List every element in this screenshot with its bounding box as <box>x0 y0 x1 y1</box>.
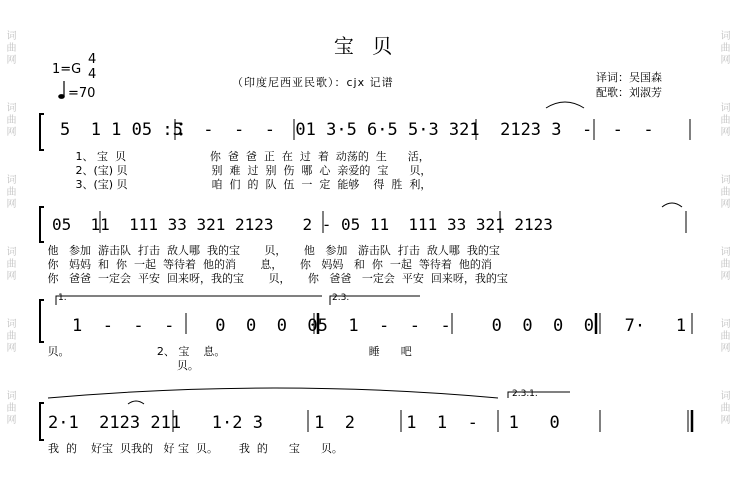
time-signature-bottom: 4 <box>88 67 97 82</box>
notes-row-1: 5 1 1 05 :5 - - - 01 3·5 6·5 5·3 321 2123 3 - - - <box>60 120 654 140</box>
notes-row-4: 2·1 2123 211 1·2 3 1 2 1 1 - 1 0 <box>48 413 560 433</box>
watermark-right: 词曲网 词曲网 词曲网 词曲网 词曲网 词曲网 <box>718 30 729 426</box>
notes-row-2: 05 11 111 33 321 2123 2 - 05 11 111 33 321 2123 <box>52 215 553 234</box>
lyrics-row-3-line-2: 贝。 <box>44 359 199 372</box>
lyrics-row-1-verse-3: 3、(宝) 贝 咱 们 的 队 伍 一 定 能够 得 胜 利， <box>44 178 432 191</box>
volta-2-label: 2.3. <box>332 293 350 303</box>
lyrics-row-2-verse-1: 他 参加 游击队 打击 敌人哪 我的宝 贝， 他 参加 游击队 打击 敌人哪 我的宝 <box>44 244 500 257</box>
arranger-credit: 配歌：刘淑芳 <box>596 86 662 99</box>
notes-row-3: 1 - - - 0 0 0 05 1 - - - 0 0 0 0 7· 1 <box>72 316 687 336</box>
tempo-marking: =70 <box>68 86 96 101</box>
lyrics-row-3-line-1: 贝。 2、 宝 息。 睡 吧 <box>44 345 412 358</box>
translator-credit: 译词：吴国森 <box>596 71 662 84</box>
lyrics-row-1-verse-1: 1、 宝 贝 你 爸 爸 正 在 过 着 动荡的 生 活， <box>44 150 430 163</box>
lyrics-row-1-verse-2: 2、(宝) 贝 别 难 过 别 伤 哪 心 亲爱的 宝 贝， <box>44 164 432 177</box>
key-signature: 1=G <box>52 62 82 77</box>
volta-1-label: 1. <box>58 293 67 303</box>
time-signature-top: 4 <box>88 52 97 67</box>
lyrics-row-2-verse-2: 你 妈妈 和 你 一起 等待着 他的消 息， 你 妈妈 和 你 一起 等待着 他的消 <box>44 258 492 271</box>
lyrics-row-2-verse-3: 你 爸爸 一定会 平安 回来呀，我的宝 贝， 你 爸爸 一定会 平安 回来呀，我的宝 <box>44 272 508 285</box>
volta-final-label: 2.3.1. <box>512 389 538 399</box>
song-subtitle: （印度尼西亚民歌）：cjx 记谱 <box>232 76 394 89</box>
lyrics-row-4: 我 的 好宝 贝我的 好 宝 贝。 我 的 宝 贝。 <box>48 442 343 455</box>
watermark-left: 词曲网 词曲网 词曲网 词曲网 词曲网 词曲网 <box>4 30 15 426</box>
song-title: 宝 贝 <box>333 34 399 58</box>
